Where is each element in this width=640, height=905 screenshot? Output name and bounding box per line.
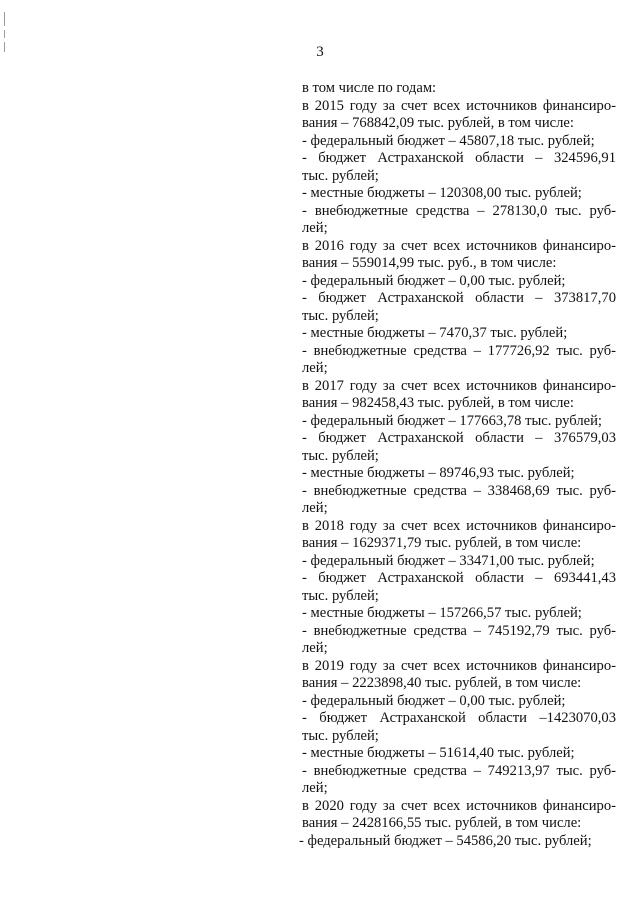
text-line: тыс. рублей;: [302, 447, 379, 464]
text-line: в 2016 году за счет всех источников финансиро-: [302, 237, 616, 254]
text-line: - внебюджетные средства – 745192,79 тыс. руб-: [302, 622, 616, 639]
text-line: в 2020 году за счет всех источников финансиро-: [302, 797, 616, 814]
text-line: вания – 559014,99 тыс. руб., в том числе:: [302, 255, 557, 271]
text-line: тыс. рублей;: [302, 307, 379, 324]
text-line: тыс. рублей;: [302, 167, 379, 184]
text-line: лей;: [302, 220, 328, 236]
text-line: лей;: [302, 640, 328, 656]
text-line: - бюджет Астраханской области – 324596,91: [302, 150, 616, 166]
text-line: - бюджет Астраханской области –1423070,03: [302, 710, 616, 726]
text-line: - федеральный бюджет – 0,00 тыс. рублей;: [302, 272, 566, 289]
text-line: вания – 1629371,79 тыс. рублей, в том числе:: [302, 535, 582, 551]
text-line: - федеральный бюджет – 177663,78 тыс. рублей;: [302, 412, 602, 429]
text-line: в том числе по годам:: [302, 80, 437, 96]
text-line: - внебюджетные средства – 749213,97 тыс. руб-: [302, 762, 616, 779]
text-line: - федеральный бюджет – 54586,20 тыс. рублей;: [299, 832, 592, 849]
text-line: в 2019 году за счет всех источников финансиро-: [302, 657, 616, 674]
text-line: - федеральный бюджет – 0,00 тыс. рублей;: [302, 692, 566, 709]
text-line: в 2018 году за счет всех источников финансиро-: [302, 517, 616, 534]
text-line: тыс. рублей;: [302, 587, 379, 604]
text-line: - местные бюджеты – 51614,40 тыс. рублей;: [302, 745, 575, 761]
text-line: - федеральный бюджет – 45807,18 тыс. рублей;: [302, 132, 595, 149]
text-line: - внебюджетные средства – 338468,69 тыс. руб-: [302, 482, 616, 499]
text-line: - бюджет Астраханской области – 693441,43: [302, 570, 616, 586]
text-line: - местные бюджеты – 157266,57 тыс. рублей;: [302, 605, 582, 621]
text-line: - федеральный бюджет – 33471,00 тыс. рублей;: [302, 552, 595, 569]
text-line: лей;: [302, 780, 328, 796]
text-line: вания – 982458,43 тыс. рублей, в том числе:: [302, 395, 574, 411]
page-number: 3: [316, 44, 324, 60]
text-line: тыс. рублей;: [302, 727, 379, 744]
text-line: - внебюджетные средства – 278130,0 тыс. руб-: [302, 202, 616, 219]
text-line: в 2017 году за счет всех источников финансиро-: [302, 377, 616, 394]
text-line: - местные бюджеты – 7470,37 тыс. рублей;: [302, 325, 568, 341]
text-line: вания – 2428166,55 тыс. рублей, в том числе:: [302, 815, 582, 831]
text-line: лей;: [302, 360, 328, 376]
text-line: вания – 2223898,40 тыс. рублей, в том числе:: [302, 675, 582, 691]
text-line: вания – 768842,09 тыс. рублей, в том числе:: [302, 115, 574, 131]
text-line: - местные бюджеты – 89746,93 тыс. рублей;: [302, 465, 575, 481]
text-line: - внебюджетные средства – 177726,92 тыс. руб-: [302, 342, 616, 359]
body-text: [299, 80, 616, 850]
text-line: в 2015 году за счет всех источников финансиро-: [302, 97, 616, 114]
text-line: - местные бюджеты – 120308,00 тыс. рублей;: [302, 185, 582, 201]
margin-marks: [4, 12, 7, 72]
text-line: лей;: [302, 500, 328, 516]
text-line: - бюджет Астраханской области – 373817,70: [302, 290, 616, 306]
text-line: - бюджет Астраханской области – 376579,03: [302, 430, 616, 446]
